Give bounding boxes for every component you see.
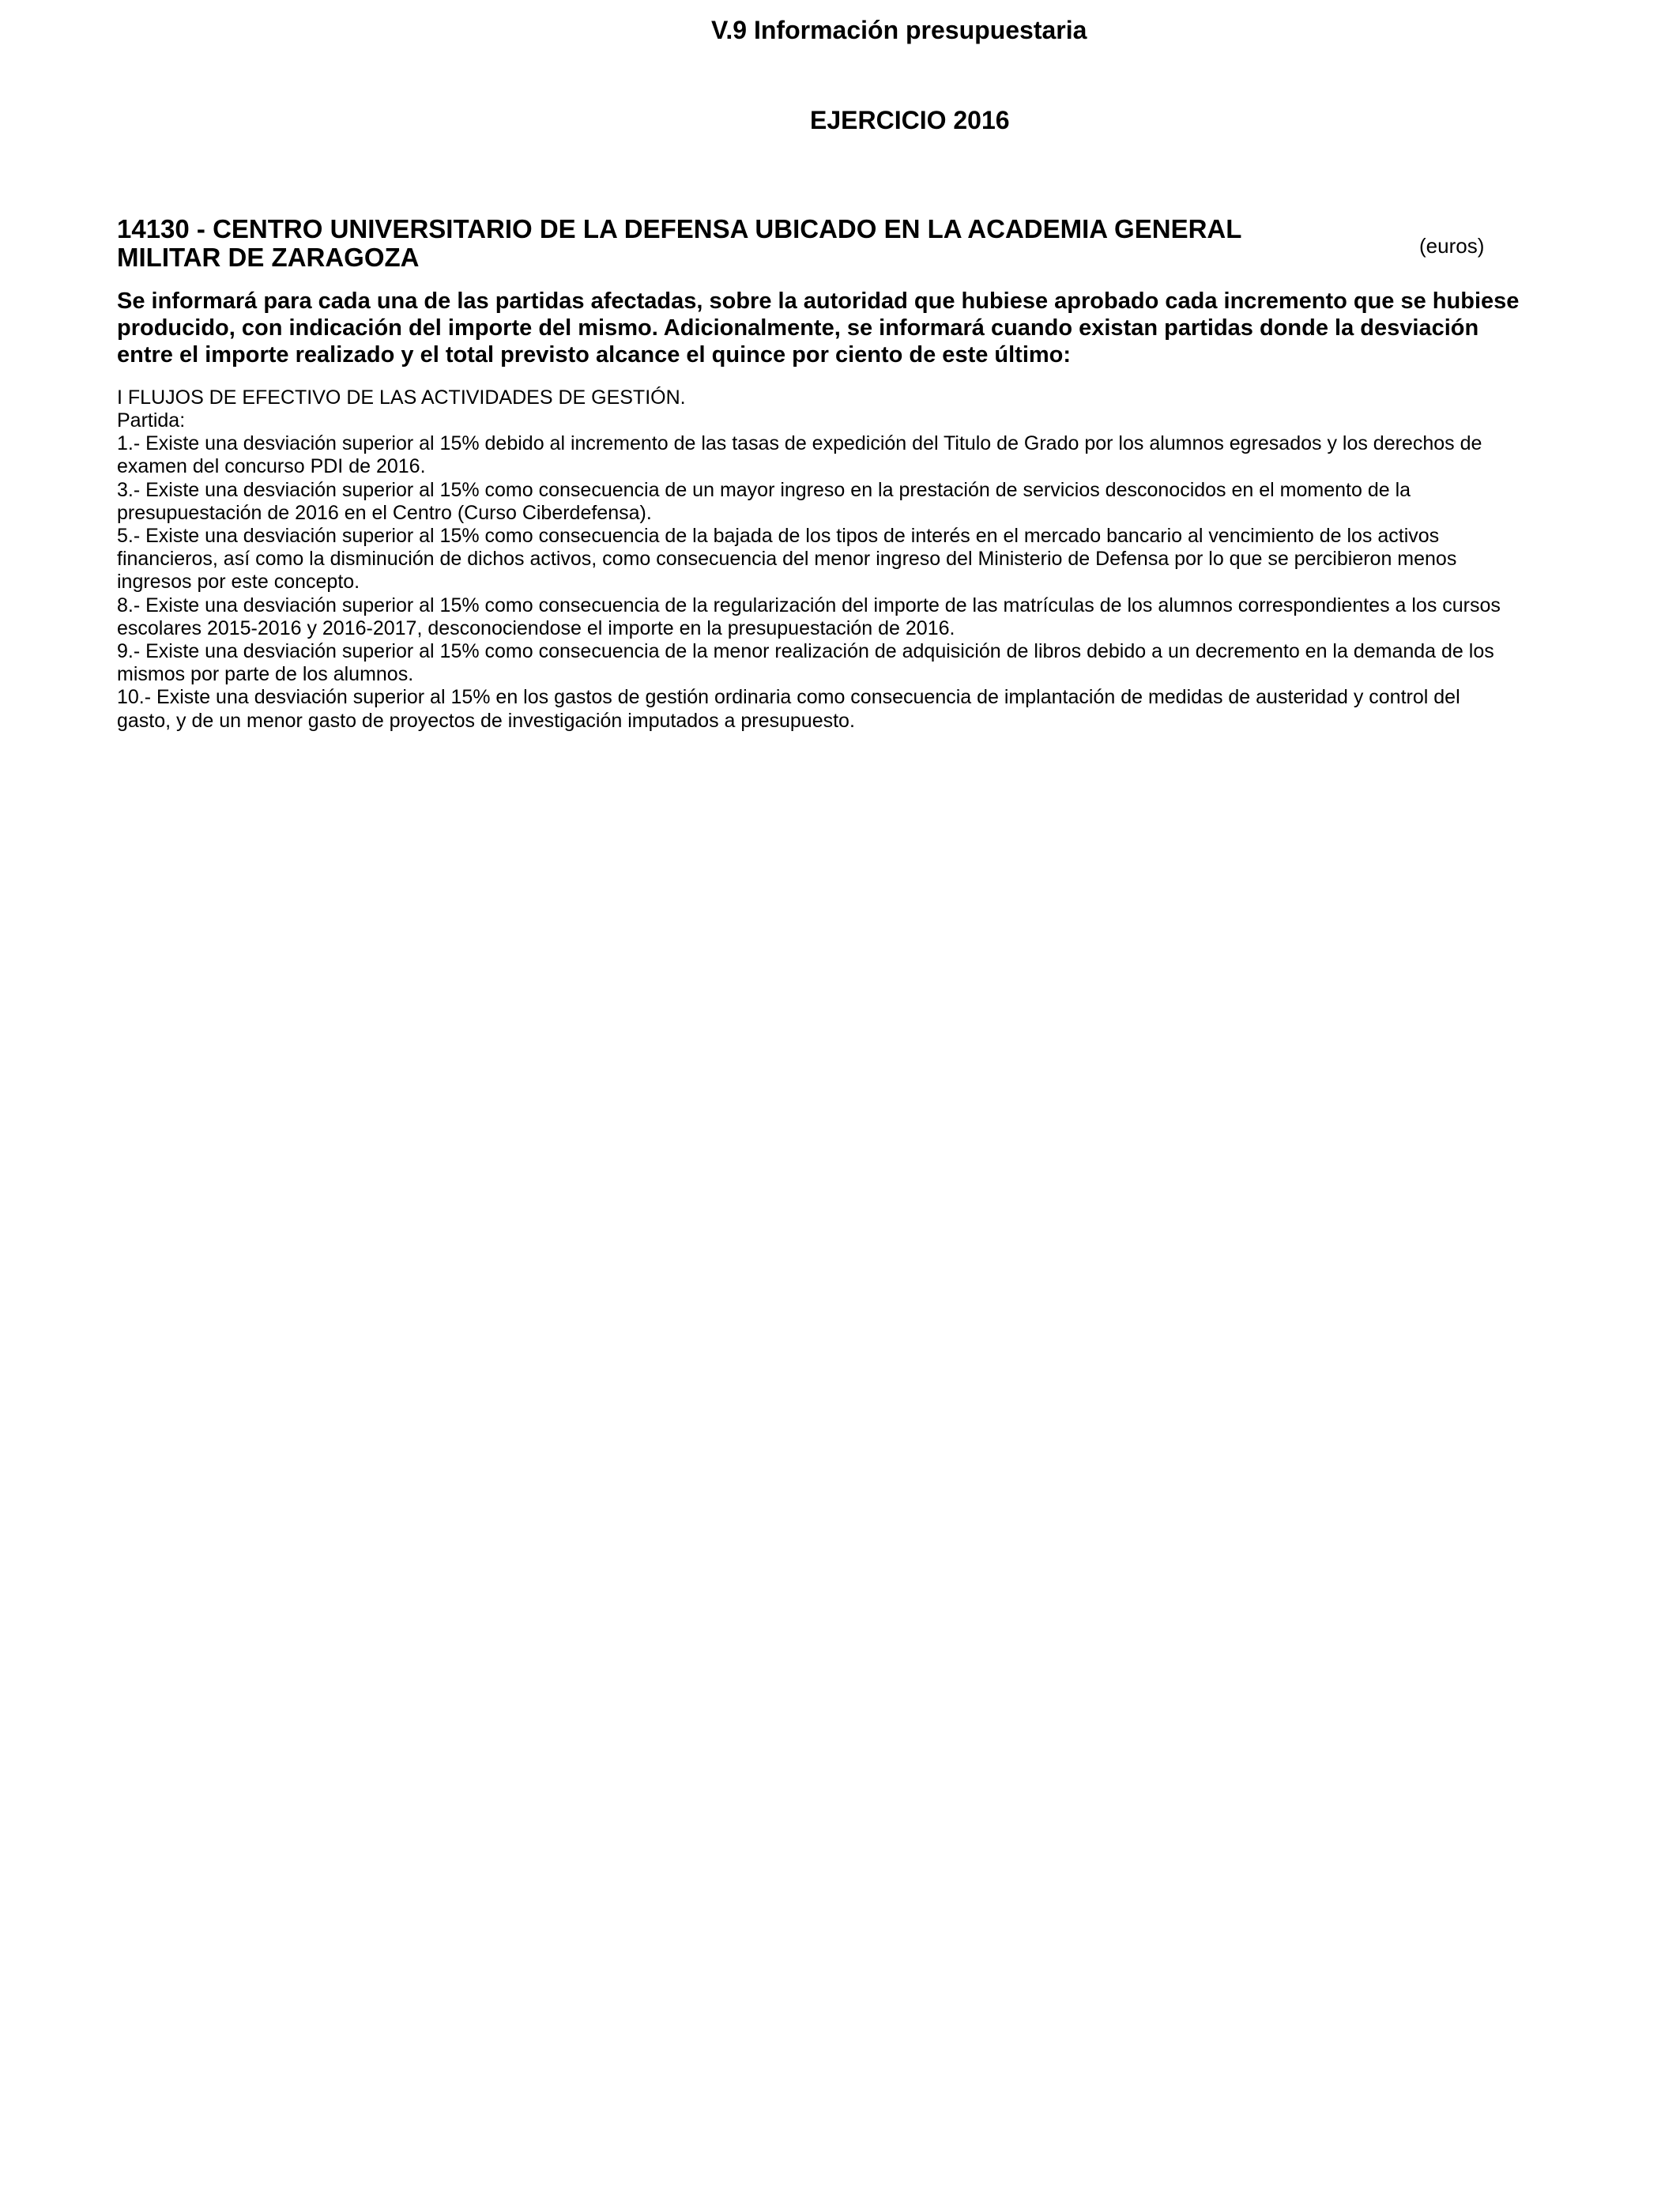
body-line: escolares 2015-2016 y 2016-2017, desconociendose el importe en la presupuestación de 2016. — [117, 616, 955, 639]
section-heading: I FLUJOS DE EFECTIVO DE LAS ACTIVIDADES DE GESTIÓN. — [117, 386, 686, 409]
body-line: 5.- Existe una desviación superior al 15% como consecuencia de la bajada de los tipos de interés en el mercado bancario al vencimiento de los activos — [117, 525, 1440, 548]
entity-title-line-2: MILITAR DE ZARAGOZA — [117, 243, 420, 272]
units-label: (euros) — [1419, 234, 1485, 258]
entity-title-line-1: 14130 - CENTRO UNIVERSITARIO DE LA DEFENSA UBICADO EN LA ACADEMIA GENERAL — [117, 214, 1242, 243]
partida-label: Partida: — [117, 409, 186, 432]
body-line: financieros, así como la disminución de dichos activos, como consecuencia del menor ingreso del Ministerio de Defensa por lo que se percibieron menos — [117, 548, 1457, 571]
body-line: 8.- Existe una desviación superior al 15% como consecuencia de la regularización del importe de las matrículas de los alumnos correspondientes a los cursos — [117, 594, 1501, 616]
entity-title — [117, 215, 1350, 272]
ejercicio-heading: EJERCICIO 2016 — [810, 106, 1010, 134]
body-line: 10.- Existe una desviación superior al 15% en los gastos de gestión ordinaria como consecuencia de implantación de medidas de austeridad y control del — [117, 686, 1460, 709]
intro-line: entre el importe realizado y el total previsto alcance el quince por ciento de este último: — [117, 342, 1072, 368]
section-body — [117, 409, 1571, 733]
body-line: ingresos por este concepto. — [117, 571, 360, 594]
body-line: 3.- Existe una desviación superior al 15% como consecuencia de un mayor ingreso en la prestación de servicios desconocidos en el momento de la — [117, 478, 1411, 501]
body-line: presupuestación de 2016 en el Centro (Curso Ciberdefensa). — [117, 501, 652, 524]
body-line: 1.- Existe una desviación superior al 15% debido al incremento de las tasas de expedición del Titulo de Grado por los alumnos egresados y los derechos de — [117, 432, 1482, 455]
body-line: mismos por parte de los alumnos. — [117, 663, 414, 686]
intro-paragraph — [117, 288, 1571, 368]
body-line: 9.- Existe una desviación superior al 15% como consecuencia de la menor realización de adquisición de libros debido a un decremento en la demanda de los — [117, 640, 1494, 663]
intro-line: Se informará para cada una de las partidas afectadas, sobre la autoridad que hubiese aprobado cada incremento que se hubiese — [117, 288, 1520, 314]
intro-line: producido, con indicación del importe del mismo. Adicionalmente, se informará cuando existan partidas donde la desviación — [117, 315, 1479, 341]
body-line: examen del concurso PDI de 2016. — [117, 455, 426, 478]
body-line: gasto, y de un menor gasto de proyectos de investigación imputados a presupuesto. — [117, 709, 855, 732]
page-header-title: V.9 Información presupuestaria — [711, 16, 1087, 44]
